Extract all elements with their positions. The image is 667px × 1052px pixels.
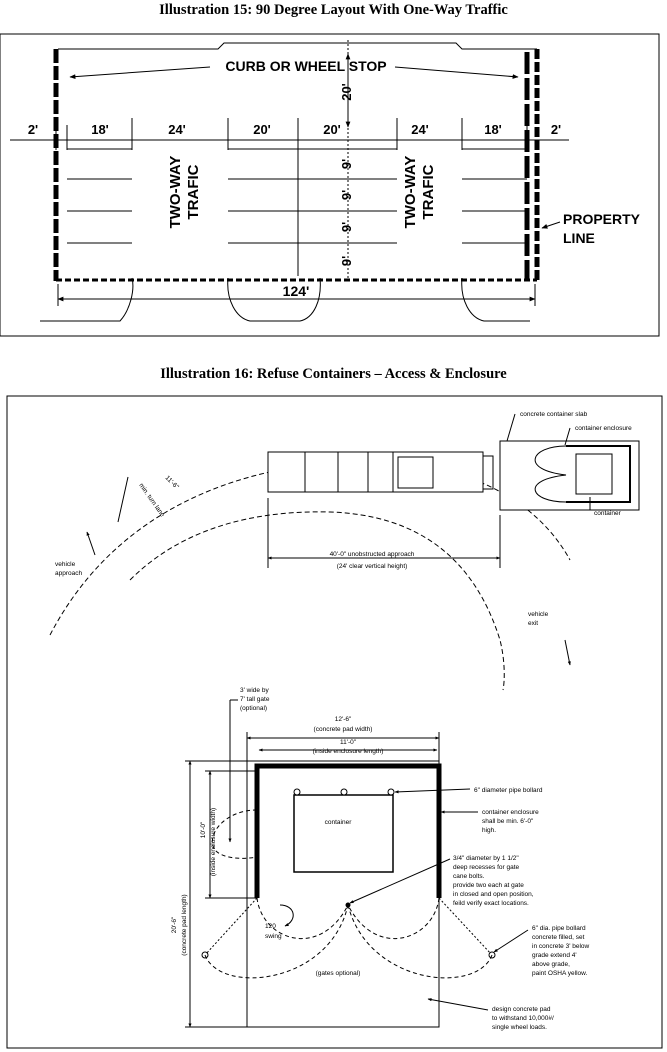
swing-arrow bbox=[280, 905, 293, 926]
recess-note-3: cane bolts. bbox=[453, 873, 485, 880]
curb-arrow-right bbox=[395, 67, 518, 77]
curb-label: CURB OR WHEEL STOP bbox=[225, 58, 387, 74]
pad-width-label: (concrete pad width) bbox=[313, 726, 373, 733]
container-detail bbox=[294, 795, 393, 872]
bollard2-note-1: 6" dia. pipe bollard bbox=[532, 925, 586, 932]
encl-width-label: (inside enclosure width) bbox=[210, 807, 217, 877]
stall-lines bbox=[67, 118, 527, 276]
swing-angle: 120 bbox=[265, 923, 276, 930]
pad-note-1: design concrete pad bbox=[492, 1006, 551, 1013]
stall-width-3: 9' bbox=[339, 221, 354, 233]
vehicle-exit-1: vehicle bbox=[528, 611, 549, 618]
recess-note-4: provide two each at gate bbox=[453, 882, 524, 889]
pad-length: 20'-6" bbox=[171, 916, 178, 934]
enclosure-label: container enclosure bbox=[575, 425, 632, 432]
ill15-frame bbox=[0, 34, 659, 336]
bollard2-note-2: concrete filled, set bbox=[532, 934, 585, 941]
left-gate-swing bbox=[205, 905, 348, 978]
bollard-3 bbox=[388, 789, 394, 795]
property-arrow bbox=[542, 222, 560, 228]
dim-20-b: 20' bbox=[323, 122, 341, 137]
illustration-16-title: Illustration 16: Refuse Containers – Access & Enclosure bbox=[160, 366, 507, 382]
side-gate-arc bbox=[212, 810, 257, 858]
container-box bbox=[576, 454, 612, 494]
dim-2-right: 2' bbox=[550, 122, 562, 137]
bollard2-note-3: in concrete 3' below bbox=[532, 943, 590, 950]
pad-note-3: single wheel loads. bbox=[492, 1024, 547, 1031]
bollard-1 bbox=[294, 789, 300, 795]
encl-width: 10'-0" bbox=[200, 821, 207, 839]
vehicle-approach-1: vehicle bbox=[55, 561, 76, 568]
container-label-top: container bbox=[594, 510, 621, 517]
bollard2-note-5: above grade, bbox=[532, 961, 570, 968]
dim-24-right: 24' bbox=[411, 122, 429, 137]
approach-dim: 40'-0" unobstructed approach bbox=[329, 551, 415, 558]
lane-left-line1: TWO-WAY bbox=[167, 155, 184, 229]
gate-note-3: (optional) bbox=[240, 705, 268, 712]
inner-turn-arc bbox=[130, 512, 504, 690]
bollard-leader bbox=[395, 789, 470, 792]
turn-lane-label: min. turn lane bbox=[137, 482, 166, 519]
cane-bolt-recess bbox=[346, 903, 351, 908]
recess-note-2: deep recesses for gate bbox=[453, 864, 520, 871]
illustration-15-title: Illustration 15: 90 Degree Layout With One-Way Traffic bbox=[159, 2, 508, 18]
dim-2-left: 2' bbox=[27, 122, 39, 137]
approach-arrow bbox=[87, 532, 95, 555]
refuse-truck bbox=[268, 452, 493, 492]
gate-note-1: 3' wide by bbox=[240, 687, 269, 694]
stall-width-4: 9' bbox=[339, 255, 354, 267]
pad-length-label: (concrete pad length) bbox=[181, 894, 188, 956]
right-gate-closed-arc bbox=[348, 898, 439, 939]
lane-left-line2: TRAFIC bbox=[185, 164, 202, 220]
width-ticks bbox=[56, 118, 527, 150]
enclosure-note-2: shall be min. 6'-0" bbox=[482, 818, 534, 825]
enclosure-note-1: container enclosure bbox=[482, 809, 539, 816]
enclosure-note-3: high. bbox=[482, 827, 497, 834]
gates-optional: (gates optional) bbox=[315, 970, 361, 977]
illustration-16 bbox=[7, 396, 662, 1048]
slab-leader bbox=[507, 414, 515, 441]
stall-width-2: 9' bbox=[339, 189, 354, 201]
turn-lane-dim bbox=[118, 477, 128, 522]
container-slab bbox=[500, 441, 639, 510]
dim-20-a: 20' bbox=[253, 122, 271, 137]
property-label-1: PROPERTY bbox=[563, 211, 641, 227]
left-gate-open bbox=[205, 898, 257, 955]
bollard-note: 6" diameter pipe bollard bbox=[474, 787, 543, 794]
right-gate-swing bbox=[348, 905, 492, 978]
pad-width: 12'-6" bbox=[334, 716, 352, 723]
encl-length-label: (inside enclosure length) bbox=[312, 748, 384, 755]
swing-label: swing bbox=[265, 933, 282, 940]
clear-height: (24' clear vertical height) bbox=[336, 563, 408, 570]
dim-18-left: 18' bbox=[91, 122, 109, 137]
total-dim: 124' bbox=[282, 283, 310, 299]
bollard2-note-4: grade extend 4' bbox=[532, 952, 577, 959]
recess-note-1: 3/4" diameter by 1 1/2" bbox=[453, 855, 519, 862]
curb-arrow-left bbox=[70, 67, 210, 77]
recess-note-6: feild verify exact locations. bbox=[453, 900, 529, 907]
slab-label: concrete container slab bbox=[520, 411, 588, 418]
lane-right-line2: TRAFIC bbox=[420, 164, 437, 220]
bollard-2 bbox=[341, 789, 347, 795]
dim-18-right: 18' bbox=[484, 122, 502, 137]
top-boundary bbox=[58, 43, 537, 49]
container-label: container bbox=[324, 819, 352, 826]
pad-note-2: to withstand 10,000#/ bbox=[492, 1015, 554, 1022]
recess-note-5: in closed and open position, bbox=[453, 891, 534, 898]
gate-note-2: 7' tall gate bbox=[240, 696, 270, 703]
exit-arrow bbox=[565, 640, 570, 665]
bollard2-note-6: paint OSHA yellow. bbox=[532, 970, 588, 977]
turn-radius: 11'-6" bbox=[163, 474, 180, 491]
pad-note-leader bbox=[428, 999, 488, 1010]
illustration-15 bbox=[0, 34, 659, 336]
dim-20-vertical: 20' bbox=[339, 83, 354, 101]
encl-length: 11'-0" bbox=[339, 739, 357, 746]
dim-24-left: 24' bbox=[168, 122, 186, 137]
lane-right-line1: TWO-WAY bbox=[402, 155, 419, 229]
vehicle-exit-2: exit bbox=[528, 620, 539, 627]
property-label-2: LINE bbox=[563, 230, 595, 246]
bollard2-leader bbox=[494, 930, 528, 952]
vehicle-approach-2: approach bbox=[55, 570, 83, 577]
stall-width-1: 9' bbox=[339, 158, 354, 170]
